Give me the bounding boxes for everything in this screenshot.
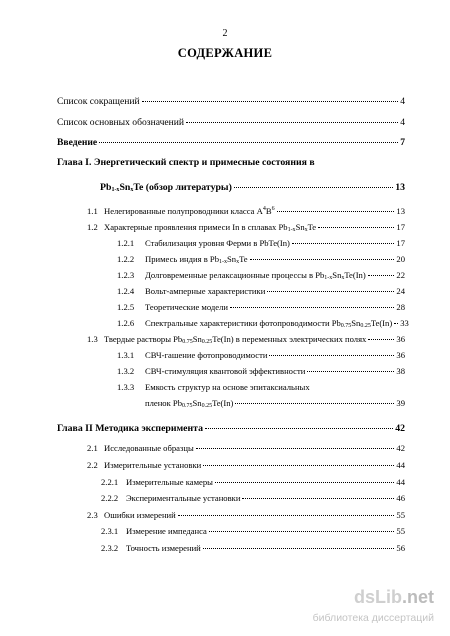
toc-chapter-2[interactable] bbox=[57, 423, 405, 434]
leader-dots bbox=[205, 428, 393, 429]
toc-entry-title: Теоретические модели bbox=[145, 302, 228, 312]
toc-section-number: 2.1 bbox=[87, 443, 98, 453]
leader-dots bbox=[235, 403, 394, 404]
page-title: СОДЕРЖАНИЕ bbox=[177, 46, 273, 60]
toc-entry-title: Глава I. Энергетический спектр и примесные состояния в bbox=[57, 157, 315, 168]
toc-page-number: 46 bbox=[396, 493, 405, 503]
toc-subsection-1-2-2[interactable] bbox=[117, 254, 405, 264]
toc-section-1-2[interactable] bbox=[87, 222, 405, 232]
toc-section-number: 1.2 bbox=[87, 222, 98, 232]
leader-dots bbox=[142, 101, 399, 102]
toc-subsection-2-3-1[interactable] bbox=[101, 526, 405, 536]
toc-page-number: 13 bbox=[396, 206, 405, 216]
toc-entry-title: Список основных обозначений bbox=[57, 117, 185, 128]
toc-page-number: 55 bbox=[396, 510, 405, 520]
toc-section-number: 2.3 bbox=[87, 510, 98, 520]
leader-dots bbox=[234, 187, 393, 188]
leader-dots bbox=[250, 259, 395, 260]
toc-section-number: 1.3.2 bbox=[117, 366, 135, 376]
toc-section-number: 2.2.1 bbox=[101, 477, 119, 487]
toc-subsection-1-3-1[interactable] bbox=[117, 350, 405, 360]
leader-dots bbox=[242, 498, 394, 499]
toc-entry-title: Характерные проявления примеси In в сплавах $Pb_{1-x}Sn_xTe$ bbox=[104, 222, 317, 233]
toc-page-number: 38 bbox=[396, 366, 405, 376]
toc-entry-title: Твердые растворы $Pb_{0.75}Sn_{0.25}Te(In)$ в переменных электрических полях bbox=[104, 334, 367, 345]
toc-page-number: 4 bbox=[400, 96, 405, 107]
toc-entry-title: Введение bbox=[57, 137, 98, 148]
toc-entry-title: Измерение импеданса bbox=[126, 526, 207, 536]
toc-page-number: 44 bbox=[396, 460, 405, 470]
toc-entry-notation[interactable] bbox=[57, 117, 405, 128]
toc-page-number: 24 bbox=[396, 286, 405, 296]
toc-entry-title: Измерительные установки bbox=[104, 460, 202, 470]
toc-page-number: 36 bbox=[396, 334, 405, 344]
leader-dots bbox=[215, 482, 394, 483]
toc-entry-title: Ошибки измерений bbox=[104, 510, 176, 520]
toc-section-1-1[interactable] bbox=[87, 206, 405, 216]
leader-dots bbox=[203, 548, 395, 549]
toc-subsection-2-2-1[interactable] bbox=[101, 477, 405, 487]
toc-section-1-3[interactable] bbox=[87, 334, 405, 344]
leader-dots bbox=[292, 243, 395, 244]
leader-dots bbox=[267, 291, 394, 292]
toc-subsection-1-3-3[interactable] bbox=[145, 398, 405, 408]
leader-dots bbox=[209, 531, 395, 532]
toc-entry-title: Примесь индия в $Pb_{1-x}Sn_xTe$ bbox=[145, 254, 248, 265]
toc-entry-title: $Pb_{1-x}Sn_xTe$ (обзор литературы) bbox=[100, 182, 232, 193]
toc-chapter-1-title-line[interactable] bbox=[57, 157, 405, 168]
toc-page-number: 4 bbox=[400, 117, 405, 128]
toc-entry-title: СВЧ-гашение фотопроводимости bbox=[145, 350, 268, 360]
toc-subsection-1-2-5[interactable] bbox=[117, 302, 405, 312]
leader-dots bbox=[99, 142, 398, 143]
toc-page-number: 7 bbox=[400, 137, 405, 148]
toc-entry-title: Вольт-амперные характеристики bbox=[145, 286, 266, 296]
page-number: 2 bbox=[222, 28, 228, 39]
toc-page-number: 20 bbox=[396, 254, 405, 264]
toc-page-number: 28 bbox=[396, 302, 405, 312]
toc-section-number: 2.3.2 bbox=[101, 543, 119, 553]
toc-section-number: 1.2.2 bbox=[117, 254, 135, 264]
toc-entry-title: пленок $Pb_{0.75}Sn_{0.25}Te(In)$ bbox=[145, 398, 234, 409]
toc-section-number: 1.2.5 bbox=[117, 302, 135, 312]
toc-section-2-2[interactable] bbox=[87, 460, 405, 470]
leader-dots bbox=[318, 227, 394, 228]
toc-entry-introduction[interactable] bbox=[57, 137, 405, 148]
leader-dots bbox=[186, 122, 398, 123]
toc-entry-title: Емкость структур на основе эпитаксиальных bbox=[145, 382, 310, 392]
toc-page-number: 17 bbox=[396, 238, 405, 248]
toc-section-number: 2.2 bbox=[87, 460, 98, 470]
leader-dots bbox=[196, 448, 395, 449]
toc-entry-title: Экспериментальные установки bbox=[126, 493, 241, 503]
toc-section-number: 1.3 bbox=[87, 334, 98, 344]
toc-entry-title: Измерительные камеры bbox=[126, 477, 213, 487]
toc-subsection-1-2-6[interactable] bbox=[117, 318, 409, 329]
toc-entry-abbreviations[interactable] bbox=[57, 96, 405, 107]
leader-dots bbox=[368, 275, 395, 276]
watermark-caption: библиотека диссертаций bbox=[312, 612, 434, 624]
toc-subsection-2-3-2[interactable] bbox=[101, 543, 405, 553]
toc-entry-title: Исследованные образцы bbox=[104, 443, 194, 453]
toc-subsection-1-2-4[interactable] bbox=[117, 286, 405, 296]
toc-entry-title: Нелегированные полупроводники класса $A^4B^6$ bbox=[104, 206, 275, 216]
toc-page-number: 17 bbox=[396, 222, 405, 232]
toc-section-number: 1.2.6 bbox=[117, 318, 135, 328]
toc-page-number: 22 bbox=[396, 270, 405, 280]
toc-section-number: 1.3.3 bbox=[117, 382, 135, 392]
leader-dots bbox=[307, 371, 394, 372]
toc-entry-title: Спектральные характеристики фотопроводимости $Pb_{0.75}Sn_{0.25}Te(In)$ bbox=[145, 318, 393, 329]
toc-subsection-1-3-3-line1[interactable] bbox=[117, 382, 405, 392]
toc-entry-title: СВЧ-стимуляция квантовой эффективности bbox=[145, 366, 306, 376]
toc-entry-title: Долговременные релаксационные процессы в $Pb_{1-x}Sn_xTe(In)$ bbox=[145, 270, 366, 281]
toc-section-number: 1.2.1 bbox=[117, 238, 135, 248]
watermark-logo: dsLib.net bbox=[353, 587, 434, 607]
toc-section-number: 1.1 bbox=[87, 206, 98, 216]
toc-section-number: 2.2.2 bbox=[101, 493, 119, 503]
toc-page-number: 36 bbox=[396, 350, 405, 360]
toc-page-number: 44 bbox=[396, 477, 405, 487]
toc-chapter-1[interactable] bbox=[100, 182, 405, 193]
toc-section-number: 1.2.4 bbox=[117, 286, 135, 296]
toc-page-number: 13 bbox=[395, 182, 405, 193]
toc-subsection-1-2-3[interactable] bbox=[117, 270, 405, 280]
toc-entry-title: Глава II Методика эксперимента bbox=[57, 423, 204, 434]
toc-page-number: 55 bbox=[396, 526, 405, 536]
leader-dots bbox=[269, 355, 394, 356]
toc-subsection-2-2-2[interactable] bbox=[101, 493, 405, 503]
toc-page-number: 33 bbox=[400, 318, 409, 328]
toc-section-number: 2.3.1 bbox=[101, 526, 119, 536]
toc-entry-title: Стабилизация уровня Ферми в PbTe(In) bbox=[145, 238, 290, 248]
leader-dots bbox=[277, 211, 395, 212]
leader-dots bbox=[178, 515, 395, 516]
toc-entry-title: Список сокращений bbox=[57, 96, 140, 107]
toc-subsection-1-2-1[interactable] bbox=[117, 238, 405, 248]
toc-page-number: 42 bbox=[396, 443, 405, 453]
toc-section-number: 1.3.1 bbox=[117, 350, 135, 360]
toc-page-number: 39 bbox=[396, 398, 405, 408]
leader-dots bbox=[230, 307, 394, 308]
leader-dots bbox=[368, 339, 394, 340]
toc-entry-title: Точность измерений bbox=[126, 543, 201, 553]
leader-dots bbox=[394, 323, 398, 324]
toc-section-2-3[interactable] bbox=[87, 510, 405, 520]
toc-subsection-1-3-2[interactable] bbox=[117, 366, 405, 376]
toc-section-2-1[interactable] bbox=[87, 443, 405, 453]
toc-section-number: 1.2.3 bbox=[117, 270, 135, 280]
toc-page-number: 42 bbox=[395, 423, 405, 434]
toc-page-number: 56 bbox=[396, 543, 405, 553]
leader-dots bbox=[203, 465, 394, 466]
